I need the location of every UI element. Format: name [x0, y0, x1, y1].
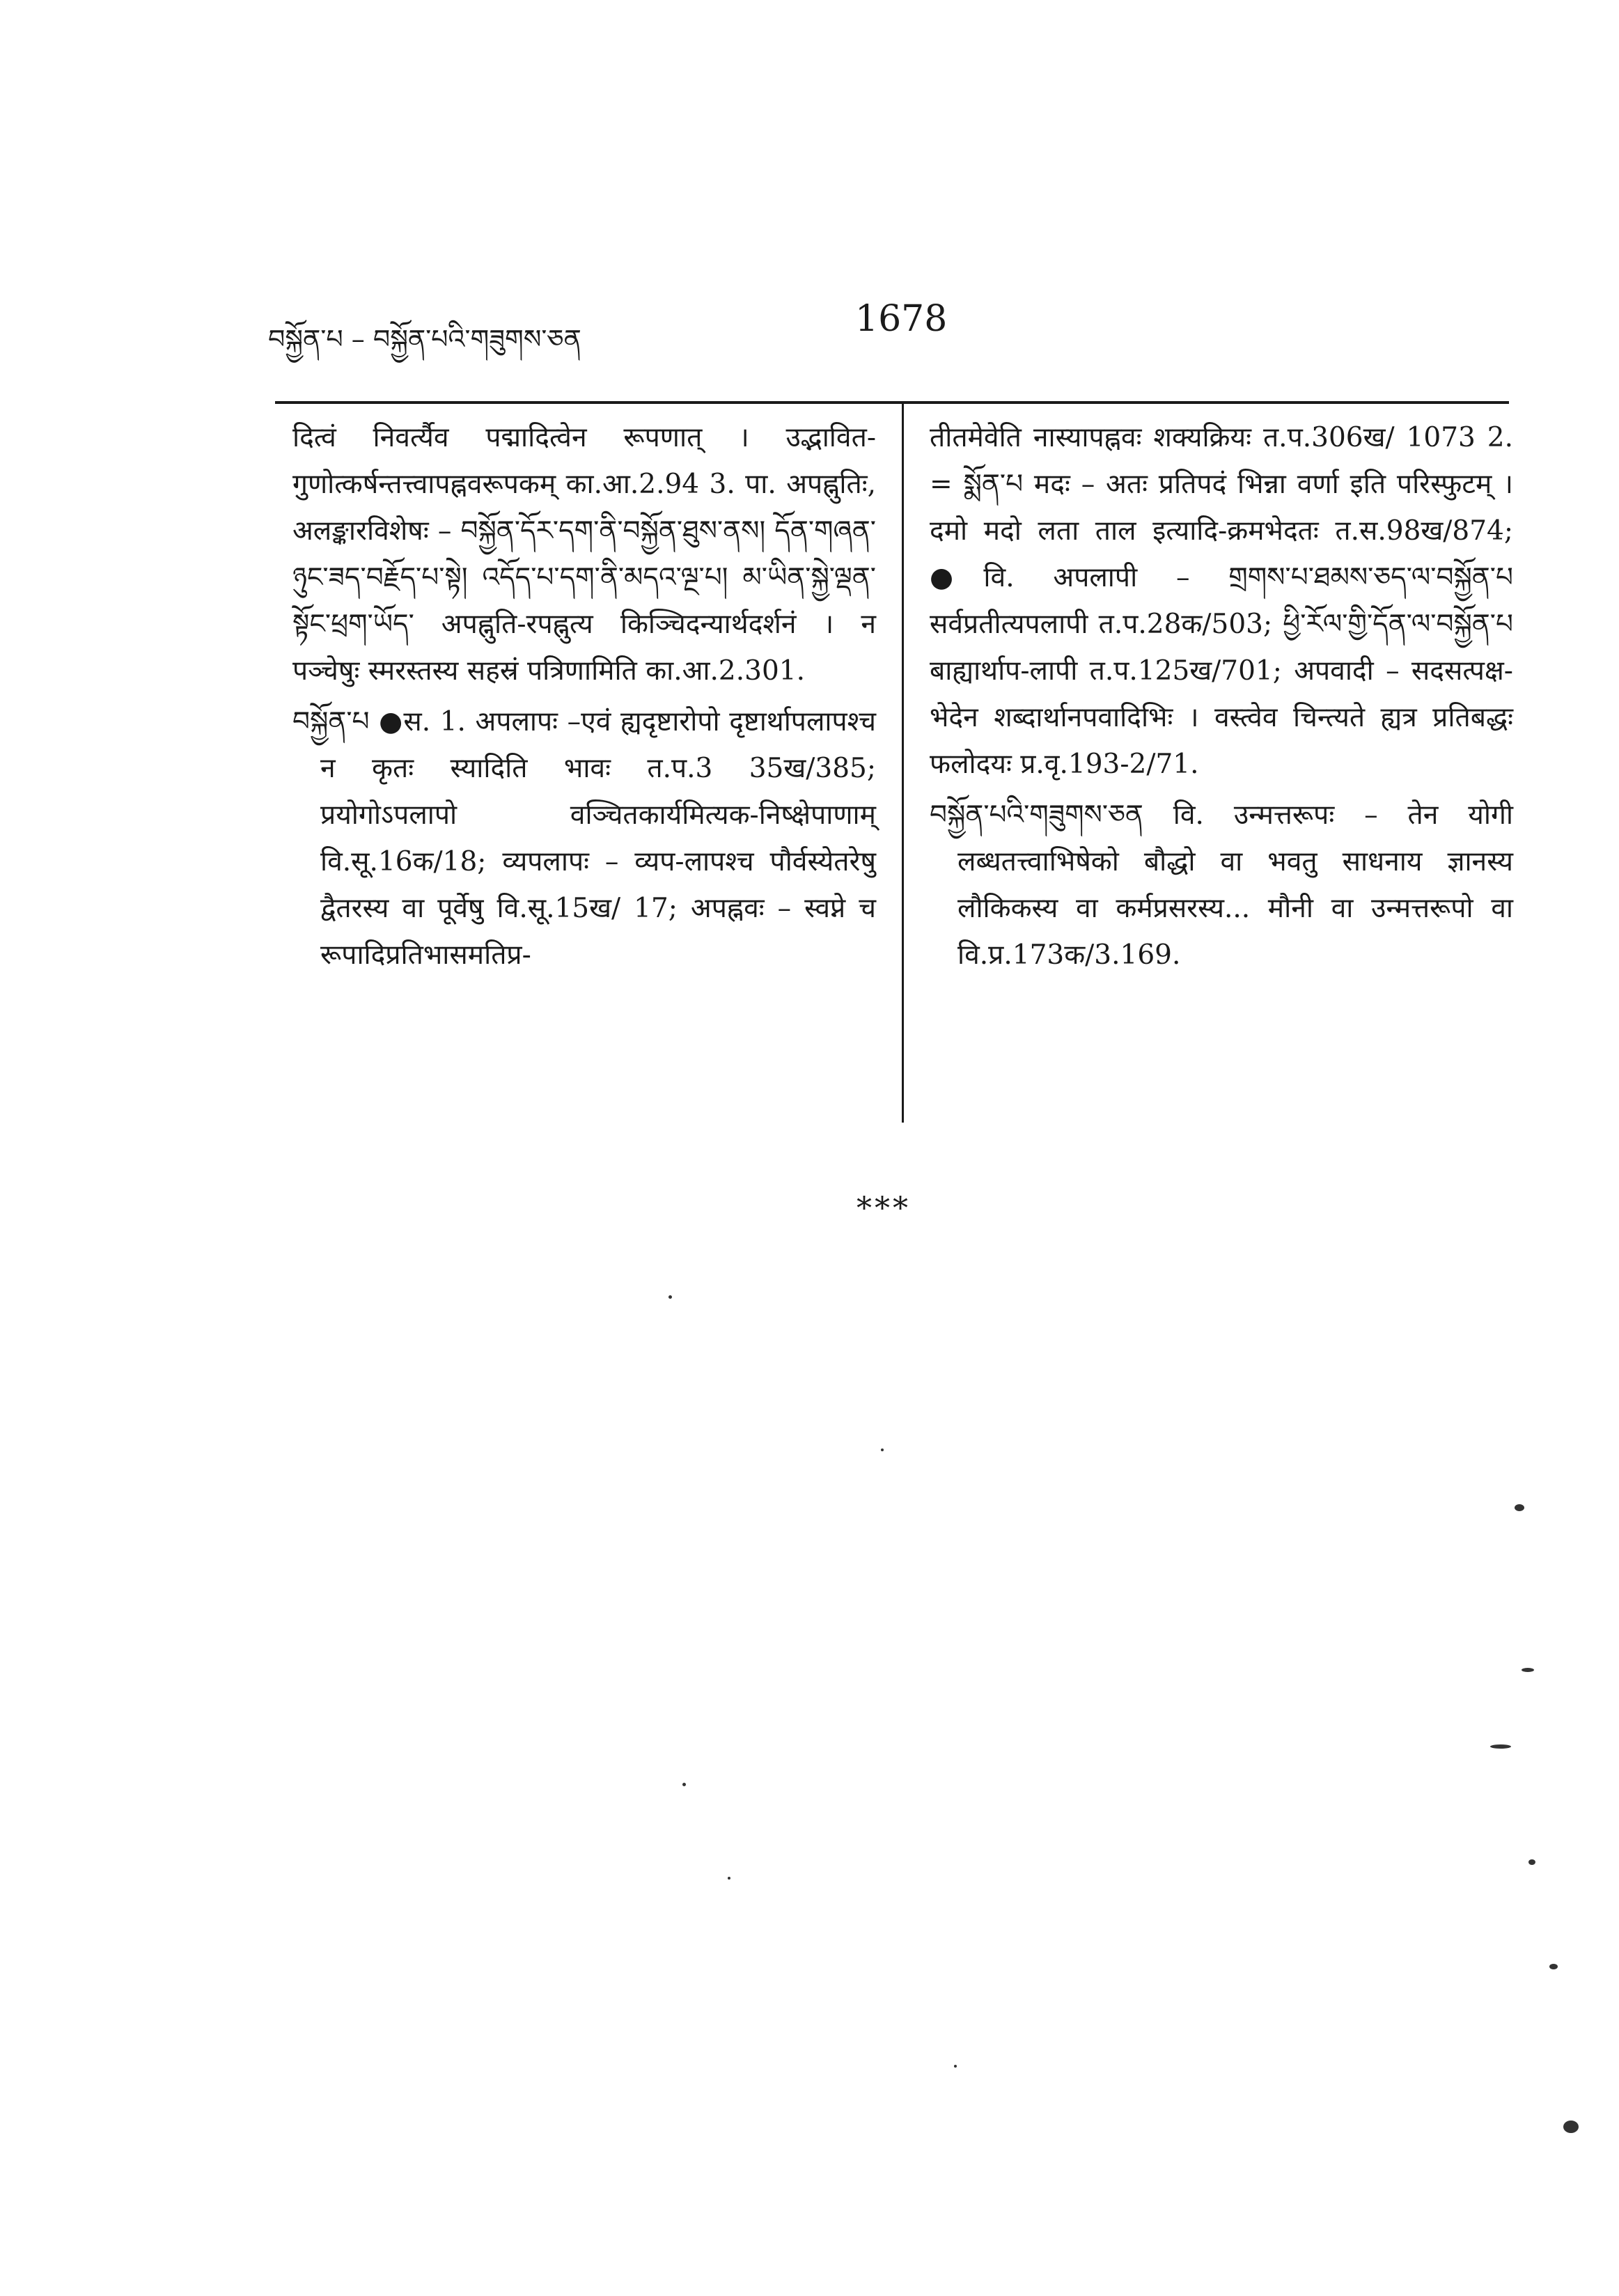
scan-speck	[1515, 1504, 1524, 1511]
column-divider	[902, 403, 904, 1123]
page-number: 1678	[855, 298, 948, 340]
left-column	[292, 414, 876, 978]
header-rule	[275, 401, 1509, 404]
scan-speck	[1528, 1859, 1535, 1865]
entry-continuation: दित्वं निवर्त्यैव पद्मादित्वेन रूपणात् । उद्भावित-गुणोत्कर्षन्तत्त्वापह्नवरूपकम् का.आ.2.94 3. पा. अपह्नुतिः, अलङ्कारविशेषः – བསྐྱོན་དོར་དག་ནི་བསྐྱོན་ཐུས་ནས། དོན་གཞན་ཉུང་ཟད་བརྗོད་པ་སྟེ། འདོད་པ་དག་ནི་མདའ་ལྔ་པ། མ་ཡིན་སྐྱེ་ལྡན་སྟོང་ཕྲག་ཡོད་ अपह्नुति-रपह्नुत्य किञ्चिदन्यार्थदर्शनं । न पञ्चेषुः स्मरस्तस्य सहस्रं पत्रिणामिति का.आ.2.301.	[292, 422, 876, 687]
running-head: བསྐྱོན་པ – བསྐྱོན་པའི་གཟུགས་ཅན	[268, 324, 581, 354]
right-column	[930, 414, 1513, 978]
scan-speck	[682, 1783, 686, 1786]
scan-speck	[1490, 1744, 1511, 1749]
scan-speck	[1549, 1964, 1558, 1969]
entry-bskyon-pai-gzugs-can: བསྐྱོན་པའི་གཟུགས་ཅན वि. उन्मत्तरूपः – तेन योगी लब्धतत्त्वाभिषेको बौद्धो वा भवतु साधनाय ज्ञानस्य लौकिकस्य वा कर्मप्रसरस्य... मौनी वा उन्मत्तरूपो वा वि.प्र.173क/3.169.	[930, 799, 1513, 971]
entry-bskyon-pa: བསྐྱོན་པ ●स. 1. अपलापः –एवं ह्यदृष्टारोपो दृष्टार्थापलापश्च न कृतः स्यादिति भावः त.प.3 35ख/385; प्रयोगोऽपलापो वञ्चितकार्यमित्यक-निष्क्षेपाणाम् वि.सू.16क/18; व्यपलापः – व्यप-लापश्च पौर्वस्येतरेषु द्वैतरस्य वा पूर्वेषु वि.सू.15ख/ 17; अपह्नवः – स्वप्ने च रूपादिप्रतिभासमतिप्र-	[292, 706, 876, 971]
entry-continuation-right: तीतमेवेति नास्यापह्नवः शक्यक्रियः त.प.306ख/ 1073 2. = སྨོན་པ मदः – अतः प्रतिपदं भिन्ना वर्णा इति परिस्फुटम् । दमो मदो लता ताल इत्यादि-क्रमभेदतः त.स.98ख/874; ●वि. अपलापी – གྲགས་པ་ཐམས་ཅད་ལ་བསྐྱོན་པ सर्वप्रतीत्यपलापी त.प.28क/503; ཕྱི་རོལ་གྱི་དོན་ལ་བསྐྱོན་པ बाह्यार्थाप-लापी त.प.125ख/701; अपवादी – सदसत्पक्ष-भेदेन शब्दार्थानपवादिभिः । वस्त्वेव चिन्त्यते ह्यत्र प्रतिबद्धः फलोदयः प्र.वृ.193-2/71.	[930, 422, 1513, 780]
scan-speck	[954, 2065, 957, 2068]
scan-speck	[728, 1877, 730, 1880]
scan-speck	[668, 1295, 672, 1299]
scan-speck	[1522, 1668, 1534, 1672]
scan-speck	[881, 1448, 884, 1451]
scan-speck	[1563, 2121, 1579, 2133]
end-mark: ***	[857, 1191, 911, 1226]
